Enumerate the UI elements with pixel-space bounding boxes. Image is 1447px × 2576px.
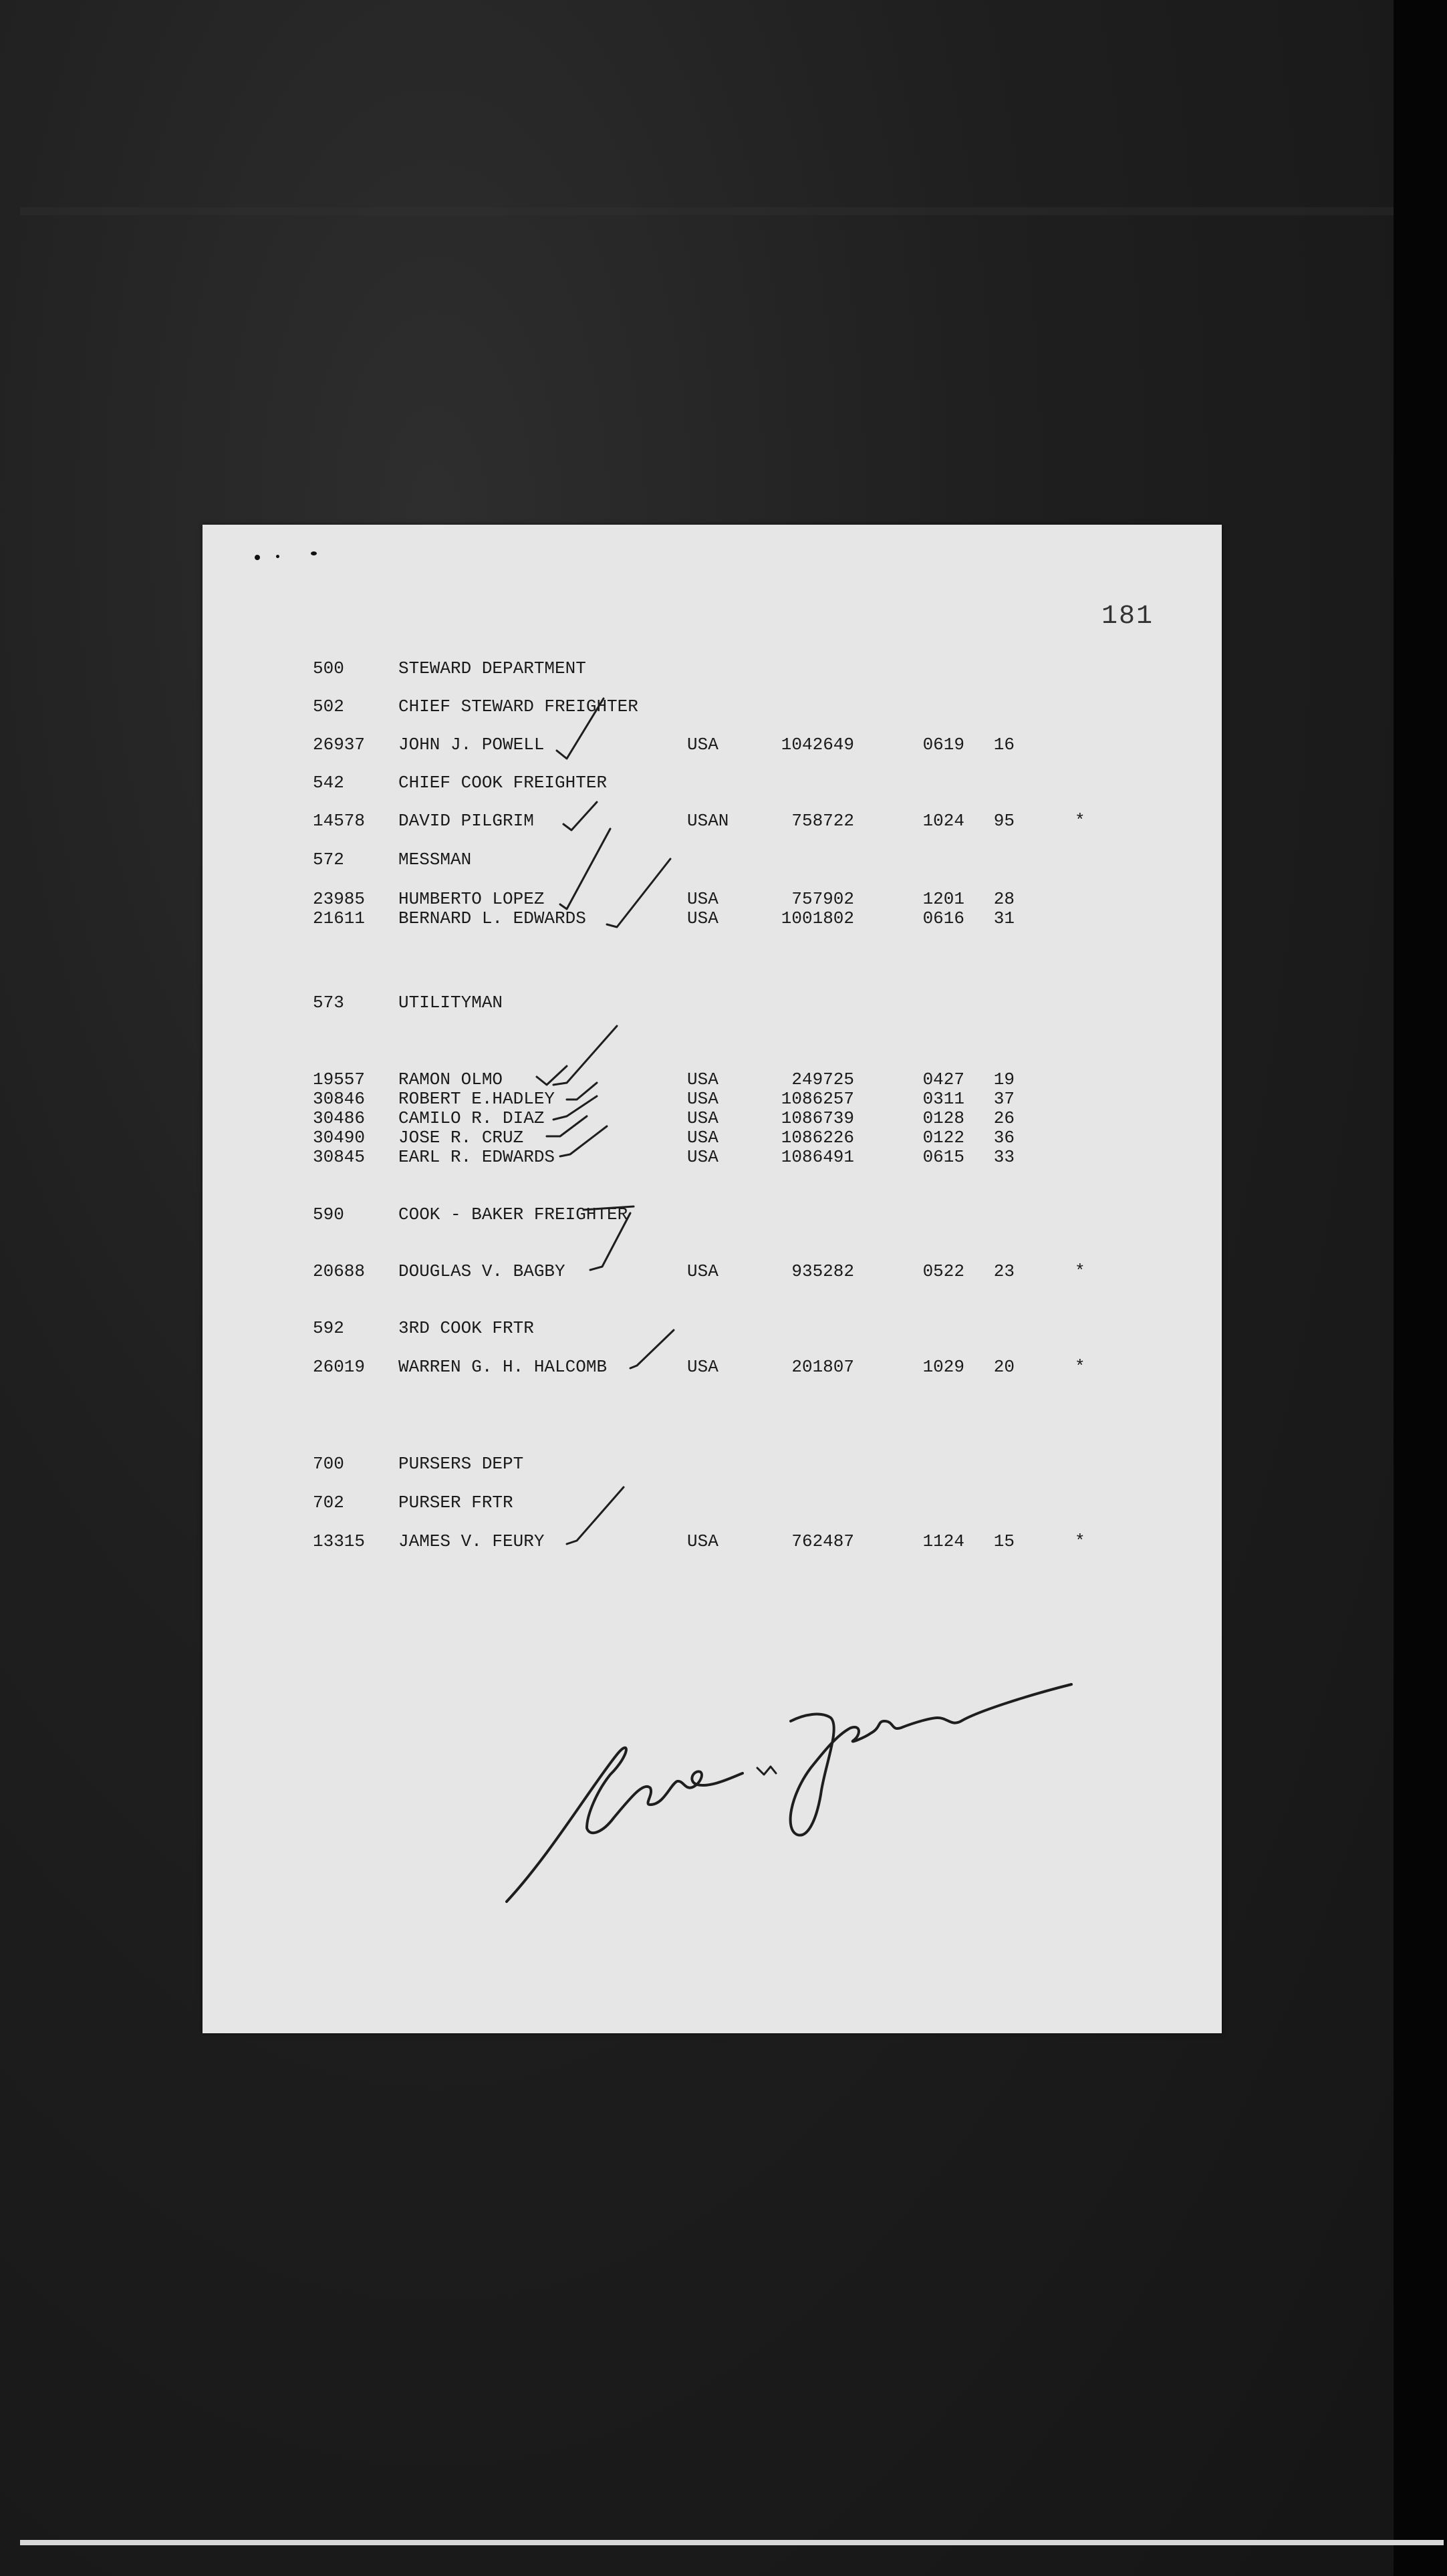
crew-id: 30486 <box>313 1108 366 1128</box>
citizenship: USA <box>687 889 718 909</box>
crew-name: EARL R. EDWARDS <box>398 1147 555 1167</box>
document-number: 758722 <box>791 811 854 831</box>
signature <box>203 525 1222 2033</box>
section-code: 500 <box>313 658 344 678</box>
document-number: 1042649 <box>781 735 854 755</box>
citizenship: USA <box>687 735 718 755</box>
citizenship: USA <box>687 1147 718 1167</box>
date-code: 0128 <box>922 1108 964 1128</box>
crew-id: 30846 <box>313 1089 366 1109</box>
value: 36 <box>993 1128 1015 1148</box>
section-title: PURSER FRTR <box>398 1493 513 1513</box>
date-code: 1124 <box>922 1531 964 1551</box>
mark: * <box>1075 1357 1085 1377</box>
section-code: 542 <box>313 773 344 793</box>
citizenship: USA <box>687 1531 718 1551</box>
citizenship: USA <box>687 1261 718 1281</box>
document-number: 1086491 <box>781 1147 854 1167</box>
scan-artifact-band <box>20 207 1397 215</box>
section-title: COOK - BAKER FREIGHTER <box>398 1204 628 1225</box>
date-code: 0616 <box>922 908 964 928</box>
section-title: STEWARD DEPARTMENT <box>398 658 586 678</box>
date-code: 0311 <box>922 1089 964 1109</box>
mark: * <box>1075 1531 1085 1551</box>
value: 37 <box>993 1089 1015 1109</box>
date-code: 0522 <box>922 1261 964 1281</box>
crew-name: CAMILO R. DIAZ <box>398 1108 545 1128</box>
citizenship: USAN <box>687 811 729 831</box>
citizenship: USA <box>687 1128 718 1148</box>
section-title: PURSERS DEPT <box>398 1454 524 1474</box>
value: 26 <box>993 1108 1015 1128</box>
crew-id: 20688 <box>313 1261 366 1281</box>
document-number: 249725 <box>791 1069 854 1089</box>
citizenship: USA <box>687 908 718 928</box>
section-code: 700 <box>313 1454 344 1474</box>
document-number: 935282 <box>791 1261 854 1281</box>
section-title: 3RD COOK FRTR <box>398 1318 534 1338</box>
date-code: 1024 <box>922 811 964 831</box>
crew-name: DOUGLAS V. BAGBY <box>398 1261 565 1281</box>
citizenship: USA <box>687 1069 718 1089</box>
crew-id: 26937 <box>313 735 366 755</box>
date-code: 0615 <box>922 1147 964 1167</box>
crew-name: JAMES V. FEURY <box>398 1531 545 1551</box>
date-code: 0122 <box>922 1128 964 1148</box>
mark: * <box>1075 811 1085 831</box>
document-number: 1001802 <box>781 908 854 928</box>
crew-name: RAMON OLMO <box>398 1069 503 1089</box>
value: 16 <box>993 735 1015 755</box>
document-number: 201807 <box>791 1357 854 1377</box>
crew-id: 23985 <box>313 889 366 909</box>
date-code: 1029 <box>922 1357 964 1377</box>
section-title: CHIEF STEWARD FREIGHTER <box>398 696 638 717</box>
document-number: 762487 <box>791 1531 854 1551</box>
mark: * <box>1075 1261 1085 1281</box>
crew-name: JOSE R. CRUZ <box>398 1128 524 1148</box>
crew-name: HUMBERTO LOPEZ <box>398 889 545 909</box>
date-code: 1201 <box>922 889 964 909</box>
document-page <box>203 525 1222 2033</box>
value: 28 <box>993 889 1015 909</box>
crew-name: JOHN J. POWELL <box>398 735 545 755</box>
date-code: 0427 <box>922 1069 964 1089</box>
citizenship: USA <box>687 1108 718 1128</box>
scan-bottom-edge <box>20 2540 1444 2545</box>
section-title: MESSMAN <box>398 850 472 870</box>
crew-id: 30845 <box>313 1147 366 1167</box>
section-code: 502 <box>313 696 344 717</box>
value: 23 <box>993 1261 1015 1281</box>
citizenship: USA <box>687 1357 718 1377</box>
section-code: 592 <box>313 1318 344 1338</box>
crew-name: WARREN G. H. HALCOMB <box>398 1357 608 1377</box>
section-code: 572 <box>313 850 344 870</box>
section-code: 702 <box>313 1493 344 1513</box>
crew-id: 21611 <box>313 908 366 928</box>
crew-id: 14578 <box>313 811 366 831</box>
section-code: 573 <box>313 993 344 1013</box>
crew-name: DAVID PILGRIM <box>398 811 534 831</box>
crew-id: 19557 <box>313 1069 366 1089</box>
crew-id: 30490 <box>313 1128 366 1148</box>
section-title: CHIEF COOK FREIGHTER <box>398 773 608 793</box>
scan-right-edge <box>1394 0 1447 2576</box>
crew-id: 26019 <box>313 1357 366 1377</box>
document-number: 1086739 <box>781 1108 854 1128</box>
value: 15 <box>993 1531 1015 1551</box>
citizenship: USA <box>687 1089 718 1109</box>
section-title: UTILITYMAN <box>398 993 503 1013</box>
document-number: 757902 <box>791 889 854 909</box>
value: 31 <box>993 908 1015 928</box>
page-number: 181 <box>1101 602 1154 632</box>
section-code: 590 <box>313 1204 344 1225</box>
crew-id: 13315 <box>313 1531 366 1551</box>
date-code: 0619 <box>922 735 964 755</box>
value: 33 <box>993 1147 1015 1167</box>
value: 20 <box>993 1357 1015 1377</box>
crew-name: BERNARD L. EDWARDS <box>398 908 586 928</box>
value: 95 <box>993 811 1015 831</box>
document-number: 1086226 <box>781 1128 854 1148</box>
value: 19 <box>993 1069 1015 1089</box>
document-number: 1086257 <box>781 1089 854 1109</box>
crew-name: ROBERT E.HADLEY <box>398 1089 555 1109</box>
